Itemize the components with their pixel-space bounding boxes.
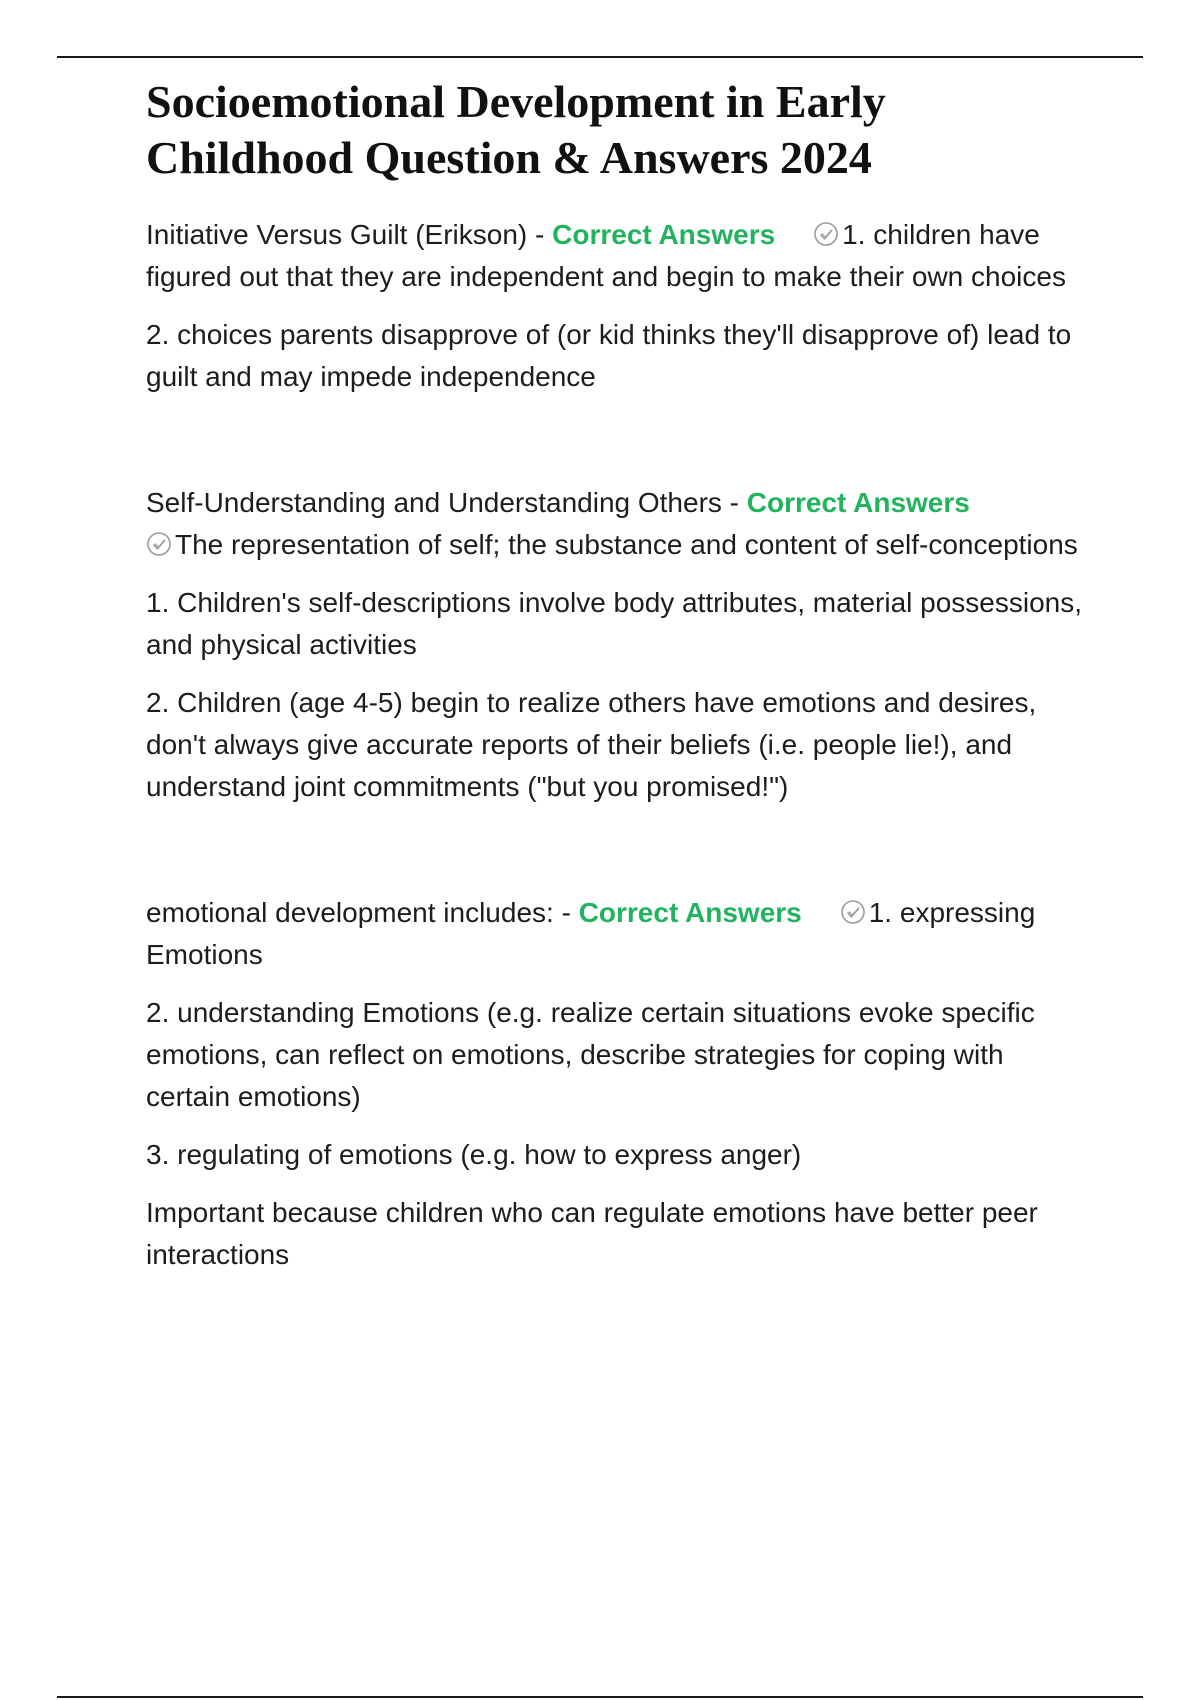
qa-entry (146, 482, 1086, 808)
correct-answers-label: Correct Answers (552, 219, 776, 250)
answer-paragraph: 2. understanding Emotions (e.g. realize certain situations evoke specific emotions, can reflect on emotions, describe strategies for coping with certain emotions) (146, 997, 1035, 1112)
answer-paragraph: 1. Children's self-descriptions involve body attributes, material possessions, and physical activities (146, 587, 1083, 660)
top-rule (57, 56, 1143, 58)
answer-paragraph: 2. Children (age 4-5) begin to realize others have emotions and desires, don't always give accurate reports of their beliefs (i.e. people lie!), and understand joint commitments ("but you promised!") (146, 687, 1037, 802)
answer-paragraph: 3. regulating of emotions (e.g. how to express anger) (146, 1139, 802, 1170)
check-circle-icon (840, 899, 866, 925)
answer-paragraph: 2. choices parents disapprove of (or kid thinks they'll disapprove of) lead to guilt and may impede independence (146, 319, 1072, 392)
answer-text: The representation of self; the substance and content of self-conceptions (175, 529, 1078, 560)
question-text: emotional development includes: - (146, 897, 579, 928)
document-body (146, 74, 1086, 1292)
qa-question-line (146, 892, 1086, 976)
check-circle-icon (146, 531, 172, 557)
correct-answers-label: Correct Answers (746, 487, 970, 518)
answer-text: 1. children have figured out that they are independent and begin to make their own choices (146, 219, 1066, 292)
qa-entry (146, 214, 1086, 398)
qa-entry (146, 892, 1086, 1276)
correct-answers-label: Correct Answers (578, 897, 802, 928)
document-title: Socioemotional Development in Early Childhood Question & Answers 2024 (146, 76, 886, 183)
question-text: Initiative Versus Guilt (Erikson) - (146, 219, 553, 250)
qa-question-line (146, 214, 1086, 298)
bottom-rule (57, 1696, 1143, 1698)
qa-question-line (146, 482, 1086, 566)
check-circle-icon (813, 221, 839, 247)
question-text: Self-Understanding and Understanding Others - (146, 487, 747, 518)
answer-paragraph: Important because children who can regulate emotions have better peer interactions (146, 1197, 1038, 1270)
answer-text: 1. expressing Emotions (146, 897, 1036, 970)
